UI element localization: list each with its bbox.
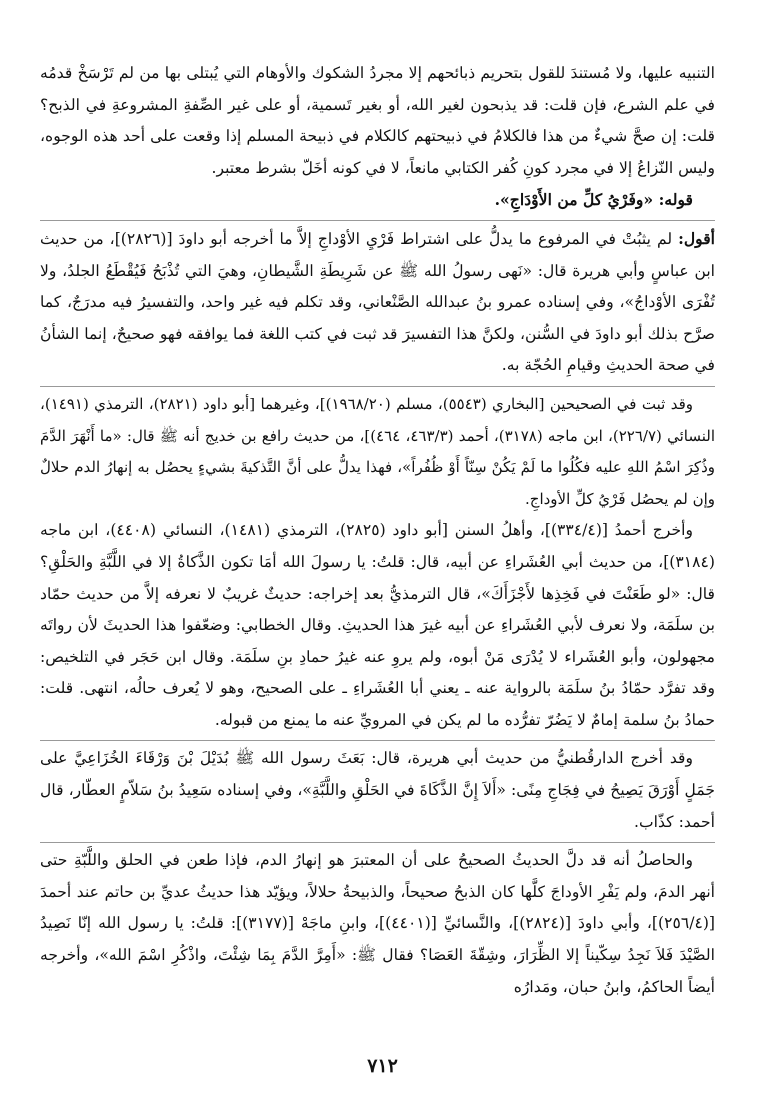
section-heading: قوله: «وفَرْيُ كلِّ من الأَوْدَاجِ». xyxy=(494,190,693,210)
paragraph-3 xyxy=(40,223,715,382)
paragraph-3-text: لم يثبُتْ في المرفوع ما يدلُّ على اشتراط فَرْيِ الأوْداجِ إلاَّ ما أخرجه أبو داودَ [(٢٨٢٦)]، من حديث ابن عباسٍ وأبي هريرة قال: «نَهى رسولُ الله ﷺ عن شَرِيطَةِ الشَّيطانِ، وهيَ التي تُذْبَحُ فَيُقْطَعُ الجلدُ، ولا تُفْرَى الأوْداجُ»، وفي إسناده عمرو بنُ عبدالله الصَّنْعاني، وقد تكلم فيه غير واحد، والتفسيرُ فيه مدرَجٌ، كما صرَّح بذلك أبو داودَ في السُّنن، ولكنَّ هذا التفسيرَ قد ثبت في كتب اللغة فما يوافقه فهو صحيحٌ، إنما الشأنُ في صحة الحديثِ وقيامِ الحُجّة به. xyxy=(40,229,715,375)
paragraph-lead: أقول: xyxy=(678,228,715,248)
separator-rule-4 xyxy=(40,842,715,843)
paragraph-6: وقد أخرج الدارقُطنيُّ من حديث أبي هريرة، قال: بَعَثَ رسول الله ﷺ بُدَيْلَ بْنَ وَرْقَاءَ الخُزَاعِيَّ على جَمَلٍ أَوْرَقَ يَصِيحُ في فِجَاجِ مِنًى: «أَلاَ إِنَّ الذَّكَاةَ في الحَلْقِ واللَّبَّةِ»، وفي إسناده سَعِيدُ بنُ سَلاّمٍ العطّار، قال أحمد: كذّاب. xyxy=(40,749,715,831)
paragraph-4: وقد ثبت في الصحيحين [البخاري (٥٥٤٣)، مسلم (١٩٦٨/٢٠)]، وغيرهما [أبو داود (٢٨٢١)، الترمذي (١٤٩١)، النسائي (٢٢٦/٧)، ابن ماجه (٣١٧٨)، أحمد (٤٦٣/٣، ٤٦٤)]، من حديث رافع بن خديج أنه ﷺ قال: «ما أَنْهَرَ الدَّمَ وذُكِرَ اسْمُ اللهِ عليه فكُلُوا ما لَمْ يَكُنْ سِنّاً أَوْ ظُفُراً»، فهذا يدلُّ على أنَّ التَّذكيةَ بشيءٍ يحصُل به إنهارُ الدم حلالٌ وإن لم يحصُل فَرْيُ كلِّ الأوداجِ. xyxy=(40,394,716,508)
paragraph-7: والحاصلُ أنه قد دلَّ الحديثُ الصحيحُ على أن المعتبرَ هو إنهارُ الدم، فإذا طعن في الحلق واللَّبّةِ حتى أنهر الدمَ، ولم يَفْرِ الأوداجَ كلَّها كان الذبحُ صحيحاً، والذبيحةُ حلالاً، ويؤيّد هذا حديثُ عديِّ بن حاتم عند أحمدَ [(٢٥٦/٤)]، وأبي داودَ [(٢٨٢٤)]، والنَّسائيِّ [(٤٤٠١)]، وابنِ ماجَهْ [(٣١٧٧)]: قلتُ: يا رسول الله إنّا نَصِيدُ الصَّيْدَ فَلاَ نَجِدُ سِكّيناً إلا الظِّرَارَ، وشِقّةَ العَصَا؟ فقال ﷺ: «أَمِرَّ الدَّمَ بِمَا شِئْتَ، واذْكُرِ اسْمَ الله»، وأخرجه أيضاً الحاكمُ، وابنُ حبان، ومَدارُه xyxy=(40,851,716,996)
paragraph-5: وأخرج أحمدُ [(٣٣٤/٤)]، وأهلُ السنن [أبو داود (٢٨٢٥)، الترمذي (١٤٨١)، النسائي (٤٤٠٨)، ابن ماجه (٣١٨٤)]، من حديث أبي العُشَراءِ عن أبيه، قال: قلتُ: يا رسولَ الله أمَا تكون الذَّكاةُ إلا في اللَّبَّةِ والحَلْقِ؟ قال: «لو طَعَنْتَ في فَخِذِها لأَجْزَأَكَ»، قال الترمذيُّ بعد إخراجه: حديثٌ غريبٌ لا نعرفه إلاَّ من حديث حمّاد بن سلَمَة، ولا نعرف لأبي العُشَراءِ عن أبيه غيرَ هذا الحديثِ. وقال الخطابي: وضعّفوا هذا الحديثَ لأن رواتَه مجهولون، وأبو العُشَراء لا يُدْرَى مَنْ أبوه، ولم يروِ عنه غيرُ حمادِ بنِ سلَمَة. وقال ابن حَجَر في التلخيص: وقد تفرَّد حمّادُ بنُ سلَمَة بالرواية عنه ـ يعني أبا العُشَراءِ ـ على الصحيح، وهو لا يُعرف حالُه، انتهى. قلت: حمادُ بنُ سلمة إمامٌ لا يَضُرّ تفرُّده ما لم يكن في المرويِّ عنه ما يمنع من قبوله. xyxy=(40,521,715,729)
paragraph-1: التنبيه عليها، ولا مُستندَ للقول بتحريم ذبائحهم إلا مجردُ الشكوك والأوهام التي يُبتلى بها من لم تَرْسَخْ قدمُه في علم الشرع، فإن قلت: قد يذبحون لغير الله، أو بغير تَسمية، أو على غير الصِّفةِ المشروعةِ في الذبح؟ قلت: إن صحَّ شيءٌ من هذا فالكلامُ في ذبيحتهم كالكلام في ذبيحة المسلم إذا وقعت على أحد هذه الوجوه، وليس النّزاعُ إلا في مجرد كونِ كُفر الكتابي مانعاً، لا في كونه أخَلّ بشرط معتبر. xyxy=(40,64,715,177)
separator-rule-3 xyxy=(40,740,715,741)
page-number: ٧١٢ xyxy=(367,1055,398,1077)
separator-rule-2 xyxy=(40,386,715,387)
separator-rule-1 xyxy=(40,220,715,221)
